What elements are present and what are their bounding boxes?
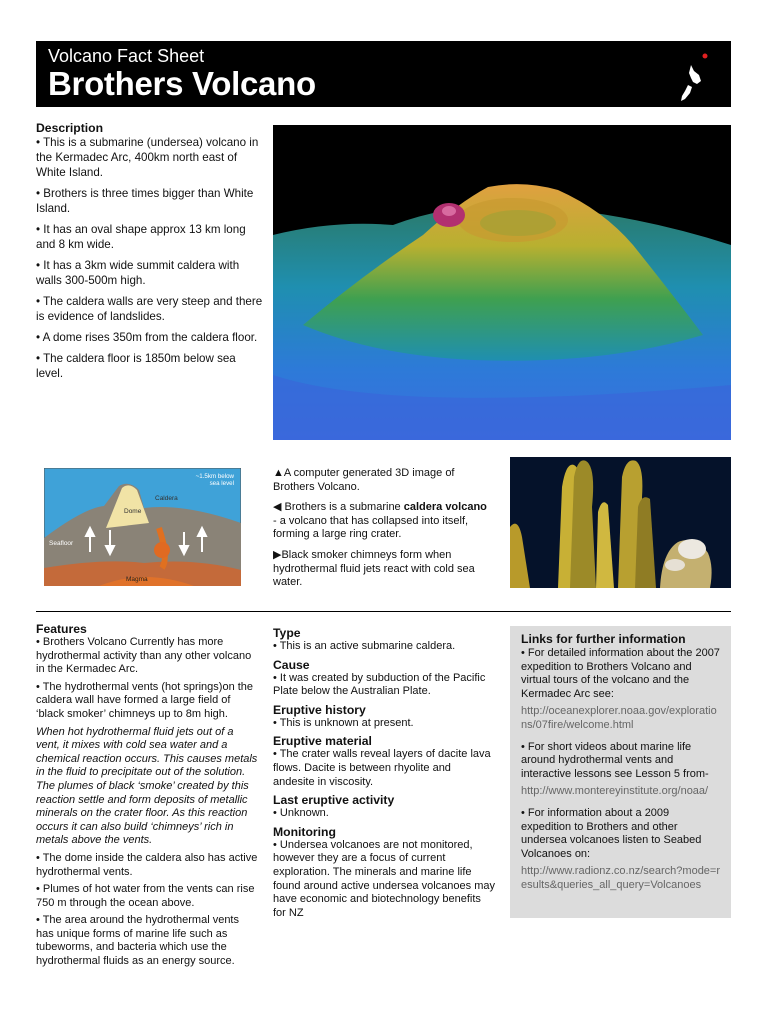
seafloor-label: Seafloor (49, 540, 74, 547)
features-item: • The area around the hydrothermal vents has unique forms of marine life such as tubeworms, and bacteria which use the hydrothermal fluids as an energy source. (36, 914, 239, 968)
last-eruptive-activity-text: • Unknown. (273, 807, 329, 820)
features-heading: Features (36, 622, 87, 636)
caption-caldera-pre: ◀ Brothers is a submarine (273, 501, 404, 514)
eruptive-history-heading: Eruptive history (273, 702, 366, 717)
description-item: • It has a 3km wide summit caldera with walls 300-500m high. (36, 259, 240, 287)
caption-caldera (273, 501, 493, 542)
features-section (36, 622, 258, 973)
new-zealand-map-icon (679, 51, 711, 107)
caldera-cross-section-diagram (44, 468, 241, 586)
description-item: • It has an oval shape approx 13 km long and 8 km wide. (36, 223, 246, 251)
title-banner (36, 41, 731, 107)
description-item: • The caldera walls are very steep and there is evidence of landslides. (36, 295, 263, 323)
links-box (510, 626, 731, 918)
magma-label: Magma (126, 576, 148, 583)
description-item: • A dome rises 350m from the caldera floor. (36, 331, 258, 344)
type-text: • This is an active submarine caldera. (273, 640, 456, 652)
links-item: • For information about a 2009 expedition to Brothers and other undersea volcanoes listen to Seabed Volcanoes on: (521, 806, 702, 860)
description-item: • This is a submarine (undersea) volcano in the Kermadec Arc, 400km north east of White Island. (36, 136, 259, 179)
eruptive-material-heading: Eruptive material (273, 734, 372, 749)
volcano-facts-section (273, 624, 495, 924)
last-eruptive-activity-heading: Last eruptive activity (273, 793, 395, 808)
cause-heading: Cause (273, 657, 310, 672)
volcano-3d-relief-image (273, 125, 731, 440)
caption-caldera-bold: caldera volcano (403, 501, 487, 514)
features-explanation: When hot hydrothermal fluid jets out of a vent, it mixes with cold sea water and a chemical reaction occurs. This causes metals in the fluid to precipitate out of the solution. The plumes of black ‘smoke’ created by this reaction settle and form deposits of metallic minerals on the crater floor. As this reaction occurs it can also build ‘chimneys’ rich in metals above the vents. (36, 725, 258, 847)
monterey-institute-link[interactable]: http://www.montereyinstitute.org/noaa/ (521, 785, 709, 798)
description-item: • Brothers is three times bigger than White Island. (36, 187, 254, 215)
monitoring-text: • Undersea volcanoes are not monitored, however they are a focus of current exploration. The minerals and marine life found around active undersea volcanoes may have economic and biotechnology benefits for NZ (273, 838, 495, 919)
features-item: • The hydrothermal vents (hot springs)on the caldera wall have formed a large field of ‘black smoker’ chimneys up to 8m high. (36, 680, 254, 720)
image-captions (273, 467, 493, 597)
features-item: • Brothers Volcano Currently has more hydrothermal activity than any other volcano in the Kermadec Arc. (36, 636, 252, 676)
page-subtitle: Volcano Fact Sheet (48, 46, 205, 66)
black-smoker-chimneys-photo (510, 457, 731, 588)
radionz-link[interactable]: http://www.radionz.co.nz/search?mode=results&queries_all_query=Volcanoes (521, 865, 721, 891)
caption-chimneys: ▶Black smoker chimneys form when hydrothermal fluid jets react with cold sea water. (273, 548, 475, 589)
links-heading: Links for further information (521, 632, 686, 646)
page-title: Brothers Volcano (48, 65, 316, 102)
depth-note-label: ~1.5km below (195, 473, 234, 480)
links-item: • For detailed information about the 2007 expedition to Brothers Volcano and virtual tours of the volcano and the Kermadec Arc see: (521, 647, 720, 700)
links-item: • For short videos about marine life around hydrothermal vents and interactive lessons see Lesson 5 from- (521, 740, 709, 780)
cause-text: • It was created by subduction of the Pacific Plate below the Australian Plate. (273, 671, 486, 698)
eruptive-history-text: • This is unknown at present. (273, 716, 414, 729)
features-item: • The dome inside the caldera also has active hydrothermal vents. (36, 851, 258, 878)
caption-3d-image: ▲A computer generated 3D image of Brothers Volcano. (273, 467, 455, 493)
type-heading: Type (273, 626, 301, 640)
noaa-explorer-link[interactable]: http://oceanexplorer.noaa.gov/explorations/07fire/welcome.html (521, 705, 717, 731)
eruptive-material-text: • The crater walls reveal layers of dacite lava flows. Dacite is between rhyolite and andesite in viscosity. (273, 748, 491, 788)
dome-label: Dome (124, 508, 142, 515)
section-divider (36, 611, 731, 612)
description-section (36, 121, 266, 387)
caption-caldera-post: - a volcano that has collapsed into itself, forming a large ring crater. (273, 514, 469, 541)
features-item: • Plumes of hot water from the vents can rise 750 m through the ocean above. (36, 883, 255, 909)
caldera-label: Caldera (155, 495, 178, 502)
description-item: • The caldera floor is 1850m below sea level. (36, 352, 236, 380)
description-heading: Description (36, 121, 104, 135)
monitoring-heading: Monitoring (273, 824, 336, 839)
depth-note-label: sea level (209, 480, 234, 487)
